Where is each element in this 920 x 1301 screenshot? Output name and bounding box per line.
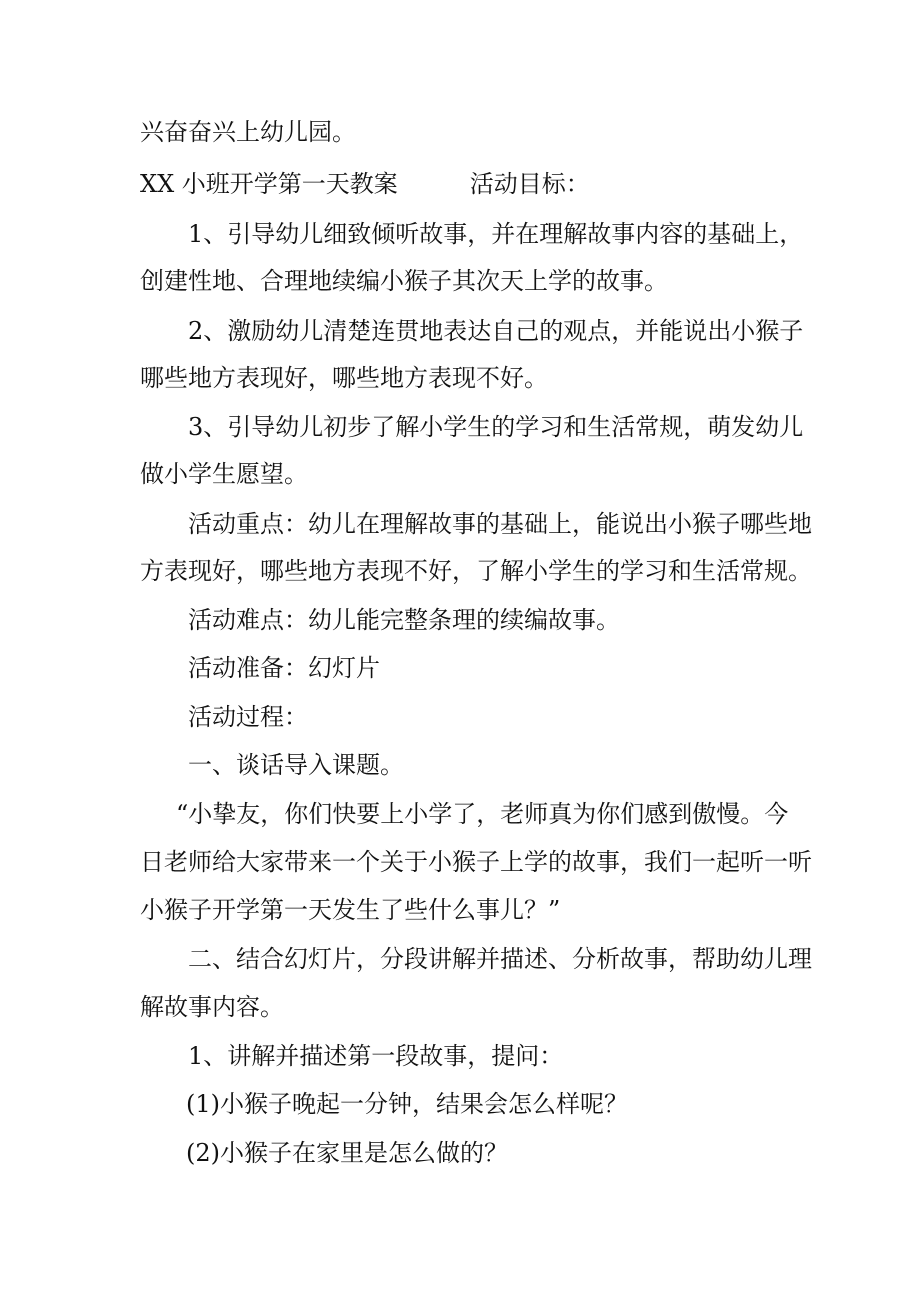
text-line-21: (1)小猴子晚起一分钟，结果会怎么样呢？	[186, 1090, 628, 1118]
text-line-3: 1、引导幼儿细致倾听故事，并在理解故事内容的基础上，	[188, 220, 804, 248]
text-line-18: 二、结合幻灯片，分段讲解并描述、分析故事，帮助幼儿理	[188, 945, 812, 973]
text-line-13: 活动过程：	[188, 703, 308, 731]
text-line-22: (2)小猴子在家里是怎么做的？	[186, 1139, 508, 1167]
text-line-16: 日老师给大家带来一个关于小猴子上学的故事，我们一起听一听	[140, 848, 812, 876]
text-line-8: 做小学生愿望。	[140, 460, 308, 488]
text-line-12: 活动准备：幻灯片	[188, 654, 380, 682]
text-line-9: 活动重点：幼儿在理解故事的基础上，能说出小猴子哪些地	[188, 510, 812, 538]
text-line-17: 小猴子开学第一天发生了些什么事儿？”	[140, 896, 561, 924]
text-line-11: 活动难点：幼儿能完整条理的续编故事。	[188, 606, 620, 634]
text-line-6: 哪些地方表现好，哪些地方表现不好。	[140, 364, 548, 392]
text-line-5: 2、激励幼儿清楚连贯地表达自己的观点，并能说出小猴子	[188, 317, 804, 345]
text-line-10: 方表现好，哪些地方表现不好，了解小学生的学习和生活常规。	[140, 557, 812, 585]
text-line-7: 3、引导幼儿初步了解小学生的学习和生活常规，萌发幼儿	[188, 413, 804, 441]
text-line-15: “小挚友，你们快要上小学了，老师真为你们感到傲慢。今	[176, 800, 789, 828]
text-line-14: 一、谈话导入课题。	[188, 751, 404, 779]
text-line-2: XX 小班开学第一天教案 活动目标：	[140, 170, 590, 198]
text-line-19: 解故事内容。	[140, 993, 284, 1021]
text-line-20: 1、讲解并描述第一段故事，提问：	[188, 1042, 564, 1070]
text-line-1: 兴奋奋兴上幼儿园。	[140, 118, 356, 146]
text-line-4: 创建性地、合理地续编小猴子其次天上学的故事。	[140, 267, 668, 295]
